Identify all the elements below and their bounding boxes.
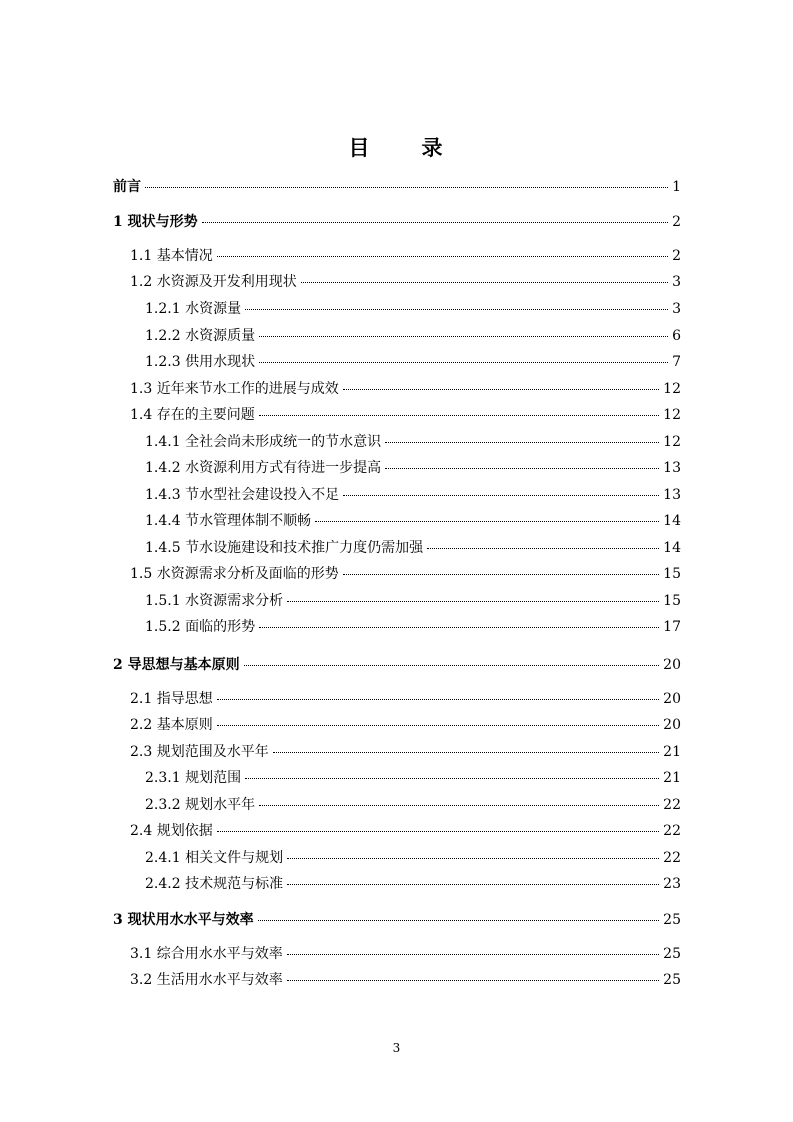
- toc-entry[interactable]: [145, 849, 681, 867]
- dot-leader: [343, 574, 659, 575]
- dot-leader: [385, 442, 659, 443]
- dot-leader: [217, 699, 659, 700]
- toc-entry[interactable]: [145, 300, 681, 318]
- toc-entry-page: 20: [663, 691, 681, 707]
- toc-entry-page: 25: [663, 946, 681, 962]
- toc-entry-page: 12: [663, 381, 681, 397]
- toc-entry-page: 22: [663, 823, 681, 839]
- toc-entry[interactable]: [130, 406, 681, 424]
- toc-entry[interactable]: [130, 945, 681, 963]
- dot-leader: [315, 521, 659, 522]
- toc-entry-label: 1.5.2 面临的形势: [145, 619, 256, 635]
- toc-entry-label: 3.2 生活用水水平与效率: [130, 972, 283, 988]
- toc-entry[interactable]: [145, 539, 681, 557]
- toc-entry[interactable]: [145, 353, 681, 371]
- toc-entry[interactable]: [130, 380, 681, 398]
- toc-entry-page: 13: [663, 460, 681, 476]
- toc-entry[interactable]: [145, 327, 681, 345]
- dot-leader: [217, 831, 659, 832]
- dot-leader: [202, 222, 668, 223]
- dot-leader: [145, 187, 668, 188]
- dot-leader: [343, 495, 659, 496]
- toc-entry-page: 3: [672, 301, 681, 317]
- dot-leader: [217, 256, 668, 257]
- dot-leader: [287, 601, 659, 602]
- toc-entry-page: 14: [663, 540, 681, 556]
- toc-entry[interactable]: [113, 178, 681, 196]
- dot-leader: [273, 752, 659, 753]
- toc-entry-label: 1.4.1 全社会尚未形成统一的节水意识: [145, 434, 382, 450]
- toc-entry[interactable]: [145, 433, 681, 451]
- dot-leader: [245, 778, 659, 779]
- toc-entry[interactable]: [145, 618, 681, 636]
- dot-leader: [385, 468, 659, 469]
- toc-entry-label: 1.4.2 水资源利用方式有待进一步提高: [145, 460, 382, 476]
- toc-entry-label: 1.4.4 节水管理体制不顺畅: [145, 513, 312, 529]
- toc-entry-page: 17: [663, 619, 681, 635]
- dot-leader: [259, 362, 668, 363]
- toc-entry-page: 13: [663, 487, 681, 503]
- toc-entry[interactable]: [145, 592, 681, 610]
- toc-entry[interactable]: [145, 486, 681, 504]
- dot-leader: [259, 627, 659, 628]
- page-title: [0, 132, 793, 162]
- dot-leader: [258, 920, 660, 921]
- toc-entry-page: 3: [672, 274, 681, 290]
- toc-entry-label: 2.3.2 规划水平年: [145, 797, 256, 813]
- toc-entry-label: 2.3 规划范围及水平年: [130, 744, 269, 760]
- toc-entry[interactable]: [113, 656, 681, 674]
- toc-entry-label: 1.1 基本情况: [130, 248, 213, 264]
- toc-entry-label: 1.2.2 水资源质量: [145, 328, 256, 344]
- toc-entry-page: 23: [663, 876, 681, 892]
- toc-entry-label: 前言: [113, 179, 141, 195]
- toc-entry-label: 3.1 综合用水水平与效率: [130, 946, 283, 962]
- page-number: 3: [392, 1041, 401, 1055]
- dot-leader: [244, 665, 660, 666]
- toc-entry[interactable]: [130, 822, 681, 840]
- toc-entry-page: 21: [663, 744, 681, 760]
- toc-entry-page: 6: [672, 328, 681, 344]
- toc-entry[interactable]: [130, 247, 681, 265]
- toc-entry-page: 20: [663, 657, 681, 673]
- dot-leader: [287, 884, 659, 885]
- title-char-right: 录: [421, 135, 445, 160]
- title-char-left: 目: [348, 135, 372, 160]
- toc-entry-label: 3 现状用水水平与效率: [113, 912, 254, 928]
- toc-entry-label: 1.5 水资源需求分析及面临的形势: [130, 566, 339, 582]
- dot-leader: [245, 309, 668, 310]
- toc-entry-page: 7: [672, 354, 681, 370]
- toc-entry[interactable]: [130, 971, 681, 989]
- toc-entry-label: 2.4.2 技术规范与标准: [145, 876, 284, 892]
- dot-leader: [287, 858, 659, 859]
- toc-entry[interactable]: [145, 875, 681, 893]
- toc-entry[interactable]: [145, 769, 681, 787]
- dot-leader: [287, 980, 659, 981]
- toc-entry[interactable]: [130, 273, 681, 291]
- toc-entry-page: 15: [663, 566, 681, 582]
- toc-entry-label: 1 现状与形势: [113, 214, 198, 230]
- dot-leader: [343, 389, 659, 390]
- dot-leader: [259, 415, 659, 416]
- toc-entry-page: 1: [672, 179, 681, 195]
- dot-leader: [217, 725, 659, 726]
- toc-entry[interactable]: [130, 565, 681, 583]
- toc-entry-page: 12: [663, 407, 681, 423]
- toc-entry-label: 2.4 规划依据: [130, 823, 213, 839]
- toc-entry-label: 2.3.1 规划范围: [145, 770, 242, 786]
- dot-leader: [287, 954, 659, 955]
- toc-entry-page: 14: [663, 513, 681, 529]
- dot-leader: [259, 336, 668, 337]
- toc-entry-page: 12: [663, 434, 681, 450]
- toc-entry-page: 22: [663, 797, 681, 813]
- toc-entry-label: 1.5.1 水资源需求分析: [145, 593, 284, 609]
- toc-entry-label: 1.4.5 节水设施建设和技术推广力度仍需加强: [145, 540, 424, 556]
- toc-entry[interactable]: [145, 512, 681, 530]
- toc-entry-label: 1.2.3 供用水现状: [145, 354, 256, 370]
- dot-leader: [259, 805, 659, 806]
- toc-entry[interactable]: [130, 690, 681, 708]
- toc-entry-label: 1.4.3 节水型社会建设投入不足: [145, 487, 340, 503]
- dot-leader: [301, 282, 668, 283]
- toc-entry[interactable]: [113, 911, 681, 929]
- toc-entry-label: 2 导思想与基本原则: [113, 657, 240, 673]
- toc-entry-page: 21: [663, 770, 681, 786]
- toc-entry-label: 2.1 指导思想: [130, 691, 213, 707]
- toc-entry-page: 20: [663, 717, 681, 733]
- toc-entry[interactable]: [145, 796, 681, 814]
- toc-entry-label: 1.2 水资源及开发利用现状: [130, 274, 297, 290]
- toc-entry-page: 25: [663, 912, 681, 928]
- toc-entry-page: 22: [663, 850, 681, 866]
- toc-entry-page: 25: [663, 972, 681, 988]
- toc-entry[interactable]: [145, 459, 681, 477]
- toc-entry-label: 1.3 近年来节水工作的进展与成效: [130, 381, 339, 397]
- toc-entry-label: 1.2.1 水资源量: [145, 301, 242, 317]
- toc-entry-label: 2.4.1 相关文件与规划: [145, 850, 284, 866]
- toc-entry-label: 2.2 基本原则: [130, 717, 213, 733]
- toc-entry-page: 2: [672, 214, 681, 230]
- toc-entry-page: 15: [663, 593, 681, 609]
- toc-entry-label: 1.4 存在的主要问题: [130, 407, 255, 423]
- toc-entry-page: 2: [672, 248, 681, 264]
- toc-entry[interactable]: [130, 716, 681, 734]
- dot-leader: [427, 548, 659, 549]
- toc-entry[interactable]: [130, 743, 681, 761]
- toc-entry[interactable]: [113, 213, 681, 231]
